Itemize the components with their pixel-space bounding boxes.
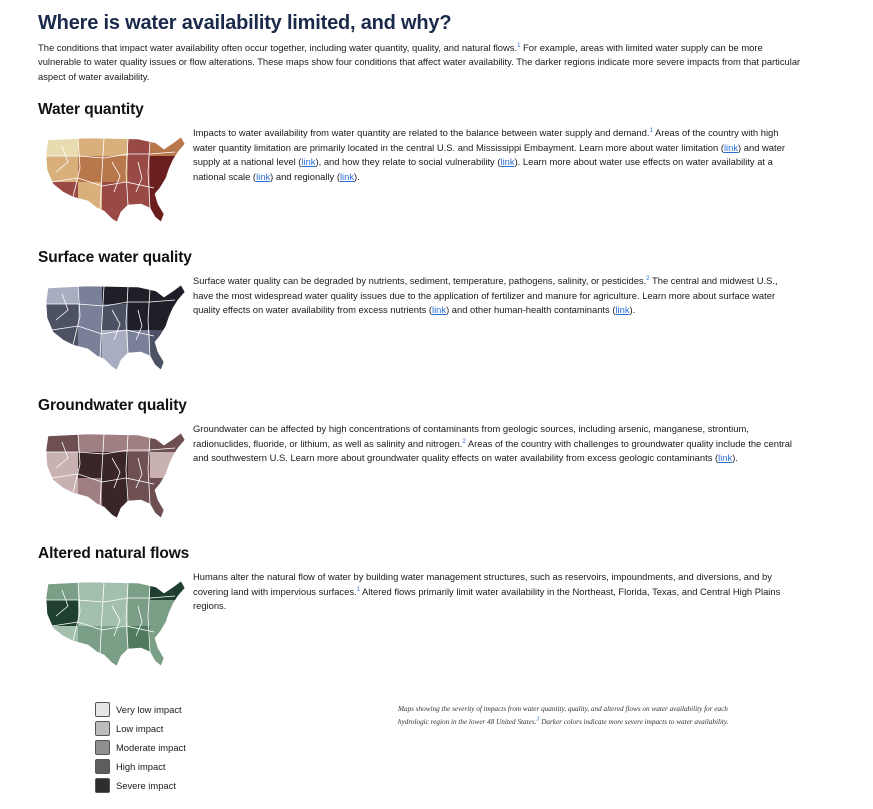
section-title: Surface water quality <box>38 249 192 266</box>
inline-link[interactable]: link <box>301 156 316 167</box>
map-region <box>78 452 102 478</box>
map-region <box>102 452 128 478</box>
intro-text: The conditions that impact water availability often occur together, including water quantity, quality, and natural flows. <box>38 42 518 53</box>
intro-paragraph <box>38 41 808 84</box>
map-region <box>150 304 185 330</box>
section-description <box>193 422 795 466</box>
map-region <box>128 156 150 182</box>
description-text: ), and how they relate to social vulnerability ( <box>315 156 501 167</box>
map-region <box>78 284 102 304</box>
section-title: Groundwater quality <box>38 397 187 414</box>
footnote-ref[interactable]: 2 <box>462 438 466 445</box>
inline-link[interactable]: link <box>615 304 630 315</box>
description-text: Areas of the country with high water quantity limitation are primarily located in the central U.S. and Mississippi Embayment. Learn more about water limitation ( <box>193 127 779 153</box>
map-region <box>46 626 78 670</box>
legend-swatch <box>95 721 110 736</box>
inline-link[interactable]: link <box>718 452 733 463</box>
map-region <box>78 156 102 182</box>
surface-water-quality-map <box>42 280 190 374</box>
map-region <box>102 600 128 626</box>
map-region <box>46 600 78 626</box>
description-text: Altered flows primarily limit water availability in the Northeast, Florida, Texas, and Central High Plains regions. <box>193 585 781 611</box>
legend-swatch <box>95 740 110 755</box>
map-region <box>102 304 128 330</box>
legend-swatch <box>95 702 110 717</box>
inline-link[interactable]: link <box>339 170 355 182</box>
map-region <box>128 452 150 478</box>
caption-text: Darker colors indicate more severe impacts to water availability. <box>539 717 729 726</box>
map-region <box>46 182 78 226</box>
description-text: ) and regionally ( <box>270 170 340 182</box>
inline-link[interactable]: link <box>432 304 447 315</box>
legend-item <box>95 719 235 738</box>
map-region <box>150 330 185 374</box>
map-caption <box>398 703 743 728</box>
footnote-ref[interactable]: 2 <box>646 275 650 282</box>
altered-flows-map <box>42 576 190 670</box>
map-region <box>78 330 102 374</box>
description-text: Groundwater can be affected by high concentrations of contaminants from geologic sources, including arsenic, manganese, strontium, radionuclides, fluoride, or lithium, as well as salinity and nitrogen. <box>193 423 749 449</box>
description-text: ). <box>354 170 360 182</box>
legend-item <box>95 738 235 757</box>
map-region <box>150 156 185 182</box>
map-region <box>46 156 78 182</box>
legend-swatch <box>95 778 110 793</box>
map-region <box>150 478 185 522</box>
description-text: ). Learn more about water use effects on water availability at a national scale ( <box>193 156 773 182</box>
map-region <box>78 136 102 156</box>
description-text: Surface water quality can be degraded by nutrients, sediment, temperature, pathogens, salinity, or pesticides. <box>193 275 647 286</box>
map-region <box>46 330 78 374</box>
map-region <box>46 304 78 330</box>
map-region <box>150 182 185 226</box>
legend <box>95 700 235 795</box>
intro-text: For example, areas with limited water supply can be more vulnerable to water quality issues or flow alterations. These maps show four conditions that affect water availability. The darker regions indicate more severe impacts from that particular aspect of water availability. <box>38 42 801 82</box>
map-region <box>150 626 185 670</box>
footnote-ref[interactable]: 1 <box>517 42 521 49</box>
description-text: ). <box>732 452 738 463</box>
description-text: ) and water supply at a national level ( <box>193 141 785 167</box>
legend-item <box>95 757 235 776</box>
inline-link[interactable]: link <box>723 141 739 153</box>
map-region <box>78 600 102 626</box>
legend-item <box>95 700 235 719</box>
description-text: ) and other human-health contaminants ( <box>446 304 616 315</box>
footnote-ref[interactable]: 3 <box>536 716 540 723</box>
groundwater-quality-map <box>42 428 190 522</box>
map-region <box>46 478 78 522</box>
inline-link[interactable]: link <box>500 156 515 167</box>
map-region <box>128 600 150 626</box>
description-text: Impacts to water availability from water quantity are related to the balance between water supply and demand. <box>193 127 650 138</box>
map-region <box>78 432 102 452</box>
legend-label: Very low impact <box>116 704 182 715</box>
legend-swatch <box>95 759 110 774</box>
map-region <box>128 304 150 330</box>
section-title: Water quantity <box>38 101 144 118</box>
map-region <box>78 182 102 226</box>
map-region <box>78 478 102 522</box>
inline-link[interactable]: link <box>256 170 271 182</box>
map-region <box>78 626 102 670</box>
description-text: Humans alter the natural flow of water by building water management structures, such as reservoirs, impoundments, and diversions, and by covering land with impervious surfaces. <box>193 571 772 597</box>
water-quantity-map <box>42 132 190 226</box>
map-region <box>102 156 128 182</box>
section-title: Altered natural flows <box>38 545 190 562</box>
section-description <box>193 274 795 318</box>
map-region <box>78 304 102 330</box>
legend-item <box>95 776 235 795</box>
map-region <box>78 580 102 600</box>
description-text: The central and midwest U.S., have the most widespread water quality issues due to the application of fertilizer and manure for agriculture. Learn more about surface water quality effects on water availability from excess nutrients ( <box>193 275 778 315</box>
legend-label: Severe impact <box>116 780 176 791</box>
map-region <box>150 600 185 626</box>
section-description <box>193 126 795 184</box>
page-title: Where is water availability limited, and why? <box>38 12 452 34</box>
footnote-ref[interactable]: 1 <box>356 586 360 593</box>
description-text: ). <box>629 304 636 315</box>
footnote-ref[interactable]: 1 <box>649 127 653 134</box>
description-text: Areas of the country with challenges to groundwater quality include the central and southwestern U.S. Learn more about groundwater quality effects on water availability from excess geologic contaminants ( <box>193 437 792 463</box>
legend-label: Low impact <box>116 723 164 734</box>
section-description <box>193 570 795 614</box>
map-region <box>46 452 78 478</box>
legend-label: Moderate impact <box>116 742 186 753</box>
legend-label: High impact <box>116 761 166 772</box>
map-region <box>150 452 185 478</box>
caption-text: Maps showing the severity of impacts from water quantity, quality, and altered flows on water availability for each hydrologic region in the lower 48 United States. <box>398 705 728 726</box>
